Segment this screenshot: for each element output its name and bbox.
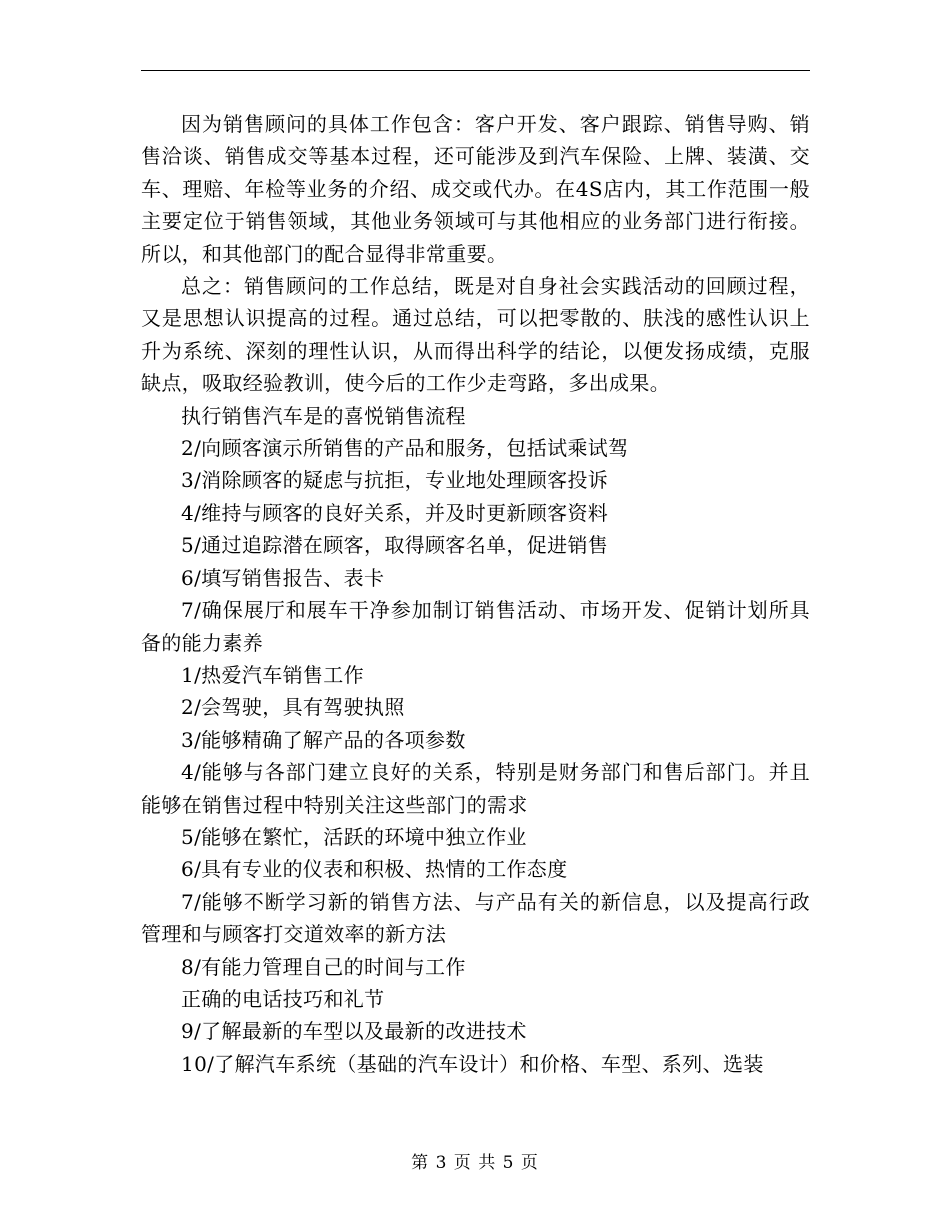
paragraph: 总之：销售顾问的工作总结，既是对自身社会实践活动的回顾过程，又是思想认识提高的过程。通过总结，可以把零散的、肤浅的感性认识上升为系统、深刻的理性认识，从而得出科学的结论，以便发扬成绩，克服缺点，吸取经验教训，使今后的工作少走弯路，多出成果。 [141, 274, 810, 396]
paragraph: 6/填写销售报告、表卡 [181, 565, 385, 590]
paragraph: 8/有能力管理自己的时间与工作 [181, 954, 466, 979]
paragraph: 正确的电话技巧和礼节 [181, 986, 385, 1011]
paragraph: 3/消除顾客的疑虑与抗拒，专业地处理顾客投诉 [181, 468, 609, 493]
paragraph: 5/通过追踪潜在顾客，取得顾客名单，促进销售 [181, 533, 609, 558]
paragraph: 4/维持与顾客的良好关系，并及时更新顾客资料 [181, 500, 609, 525]
paragraph: 3/能够精确了解产品的各项参数 [181, 727, 466, 752]
paragraph: 4/能够与各部门建立良好的关系，特别是财务部门和售后部门。并且能够在销售过程中特别关注这些部门的需求 [141, 760, 810, 817]
paragraph: 因为销售顾问的具体工作包含：客户开发、客户跟踪、销售导购、销售洽谈、销售成交等基本过程，还可能涉及到汽车保险、上牌、装潢、交车、理赔、年检等业务的介绍、成交或代办。在4S店内，其工作范围一般主要定位于销售领域，其他业务领域可与其他相应的业务部门进行衔接。所以，和其他部门的配合显得非常重要。 [141, 112, 810, 266]
paragraph: 10/了解汽车系统（基础的汽车设计）和价格、车型、系列、选装 [181, 1051, 764, 1076]
paragraph: 9/了解最新的车型以及最新的改进技术 [181, 1019, 527, 1044]
paragraph: 7/确保展厅和展车干净参加制订销售活动、市场开发、促销计划所具备的能力素养 [141, 598, 810, 655]
paragraph: 2/向顾客演示所销售的产品和服务，包括试乘试驾 [181, 436, 629, 461]
paragraph: 5/能够在繁忙，活跃的环境中独立作业 [181, 824, 527, 849]
header-rule [141, 70, 810, 71]
paragraph: 1/热爱汽车销售工作 [181, 662, 364, 687]
paragraph: 2/会驾驶，具有驾驶执照 [181, 695, 405, 720]
body-text [141, 108, 810, 1080]
paragraph: 执行销售汽车是的喜悦销售流程 [181, 403, 466, 428]
page-number: 第 3 页 共 5 页 [411, 1153, 539, 1173]
paragraph: 7/能够不断学习新的销售方法、与产品有关的新信息，以及提高行政管理和与顾客打交道效率的新方法 [141, 889, 810, 947]
paragraph: 6/具有专业的仪表和积极、热情的工作态度 [181, 857, 568, 882]
